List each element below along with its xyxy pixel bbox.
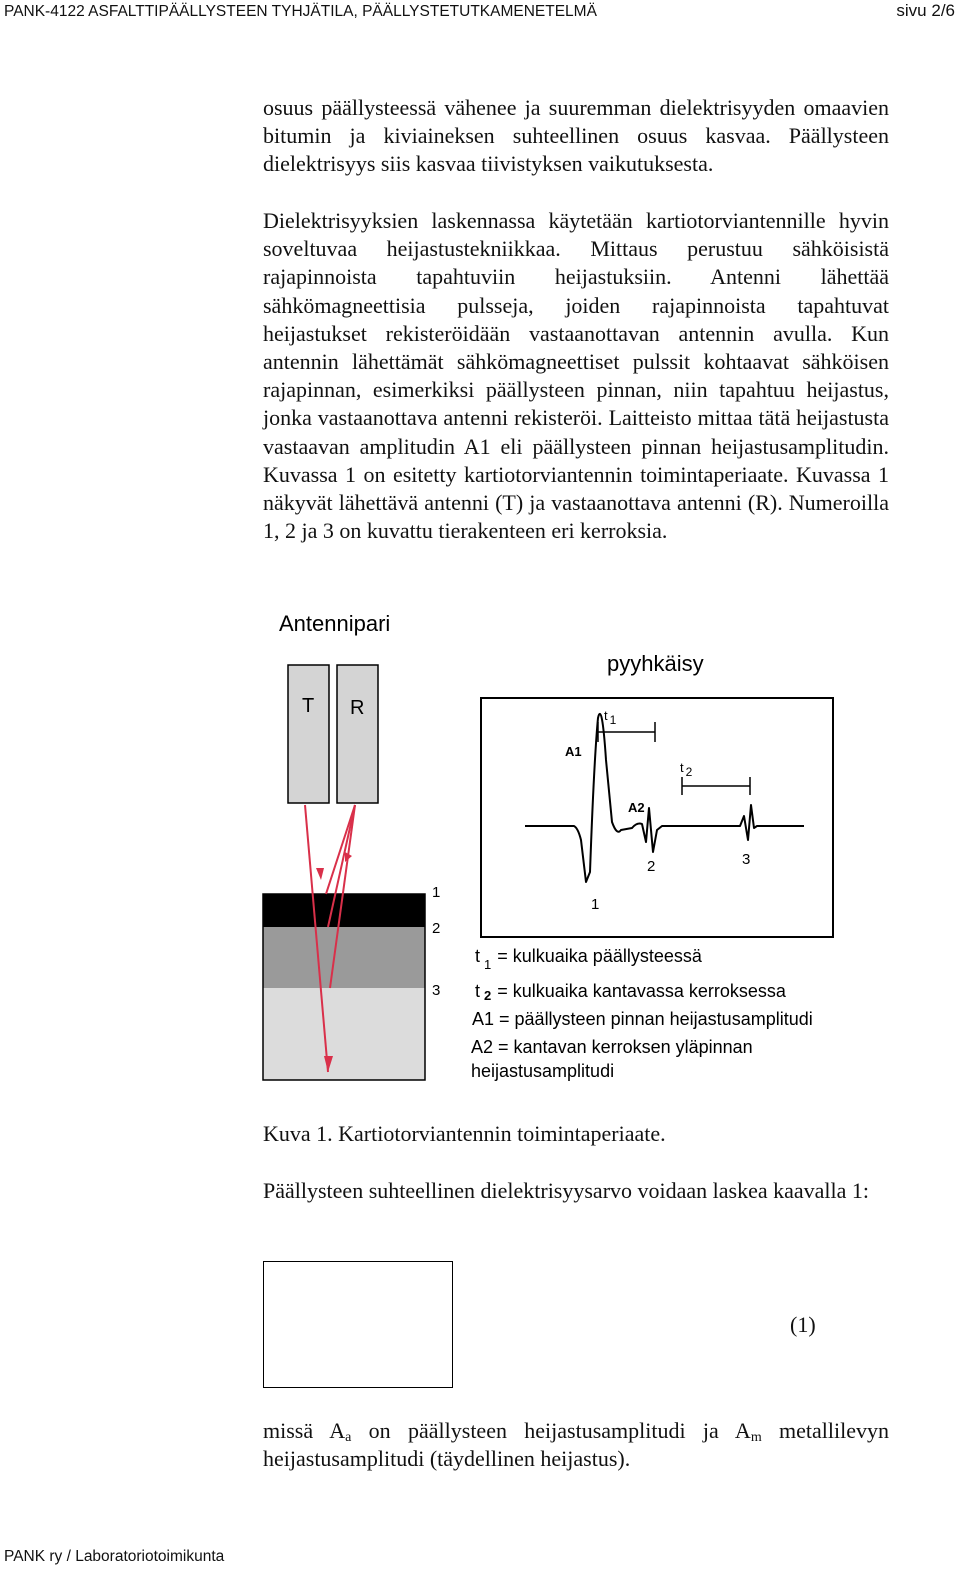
legend-t1: t $_1$ = kulkuaika päällysteessä xyxy=(475,946,702,972)
equation-number: (1) xyxy=(790,1312,816,1337)
t2-label: t 2 xyxy=(680,760,693,779)
scan-title: pyyhkäisy xyxy=(607,651,704,676)
a1-label: A1 xyxy=(565,744,582,759)
footer: PANK ry / Laboratoriotoimikunta xyxy=(4,1548,225,1565)
layer-3 xyxy=(263,988,425,1080)
scan-waveform xyxy=(525,714,804,882)
antenna-r-label: R xyxy=(350,697,365,719)
scan-panel xyxy=(481,698,833,937)
paragraph-1: osuus päällysteessä vähenee ja suuremman dielektrisyyden omaavien bitumin ja kiviaineksen suhteellinen osuus kasvaa. Päällysteen dielektrisyys siis kasvaa tiivistyksen vaikutuksesta. xyxy=(263,95,889,177)
paragraph-2: Dielektrisyyksien laskennassa käytetään kartiotorviantennille hyvin soveltuvaa heijastustekniikkaa. Mittaus perustuu sähköisistä rajapinnoista tapahtuviin heijastuksiin. Antenni lähettää sähkömagneettisia pulsseja, joiden rajapinnoista tapahtuvat heijastukset rekisteröidään vastaanottavan antennin avulla. Kun antennin lähettämät sähkömagneettiset pulssit kohtaavat sähköisen rajapinnan, esimerkiksi päällysteen pinnan, niin tapahtuu heijastus, jonka vastaanottava antenni rekisteröi. Laitteisto mittaa tätä heijastusta vastaavan amplitudin A1 eli päällysteen pinnan heijastusamplitudin. Kuvassa 1 on esitetty kartiotorviantennin toimintaperiaate. Kuvassa 1 näkyvät lähettävä antenni (T) ja vastaanottava antenni (R). Numeroilla 1, 2 ja 3 on kuvattu tierakenteen eri kerroksia. xyxy=(263,208,889,544)
legend-a2-line1: A2 = kantavan kerroksen yläpinnan xyxy=(471,1037,753,1057)
header-title: PANK-4122 ASFALTTIPÄÄLLYSTEEN TYHJÄTILA, PÄÄLLYSTETUTKAMENETELMÄ xyxy=(4,3,597,20)
peak-label-2: 2 xyxy=(647,858,656,875)
t1-label: t 1 xyxy=(604,708,617,727)
layer-label-3: 3 xyxy=(432,982,441,999)
legend-a1: A1 = päällysteen pinnan heijastusamplitudi xyxy=(472,1009,813,1029)
t1-bracket xyxy=(598,722,655,742)
page-number: sivu 2/6 xyxy=(896,1,955,20)
formula-box xyxy=(263,1261,453,1388)
a2-label: A2 xyxy=(628,800,645,815)
layer-2 xyxy=(263,927,425,988)
paragraph-closing: missä $A_a$ on päällysteen heijastusamplitudi ja $A_m$ metallilevyn heijastusamplitudi (täydellinen heijastus). xyxy=(263,1418,889,1472)
figure-gpr-principle xyxy=(0,600,960,1100)
antenna-r xyxy=(337,665,378,803)
antenna-t-label: T xyxy=(302,695,315,717)
legend-a2-line2: heijastusamplitudi xyxy=(471,1061,615,1081)
t2-bracket xyxy=(682,777,750,795)
peak-label-1: 1 xyxy=(591,896,600,913)
layer-label-2: 2 xyxy=(432,920,441,937)
layer-1 xyxy=(263,894,425,927)
antenna-t xyxy=(288,665,329,803)
paragraph-3: Päällysteen suhteellinen dielektrisyysarvo voidaan laskea kaavalla 1: xyxy=(263,1178,870,1203)
figure-caption: Kuva 1. Kartiotorviantennin toimintaperiaate. xyxy=(263,1121,666,1146)
figure-title: Antennipari xyxy=(279,611,391,636)
peak-label-3: 3 xyxy=(742,851,751,868)
layer-label-1: 1 xyxy=(432,884,441,901)
legend-t2: t 2 = kulkuaika kantavassa kerroksessa xyxy=(475,981,786,1003)
